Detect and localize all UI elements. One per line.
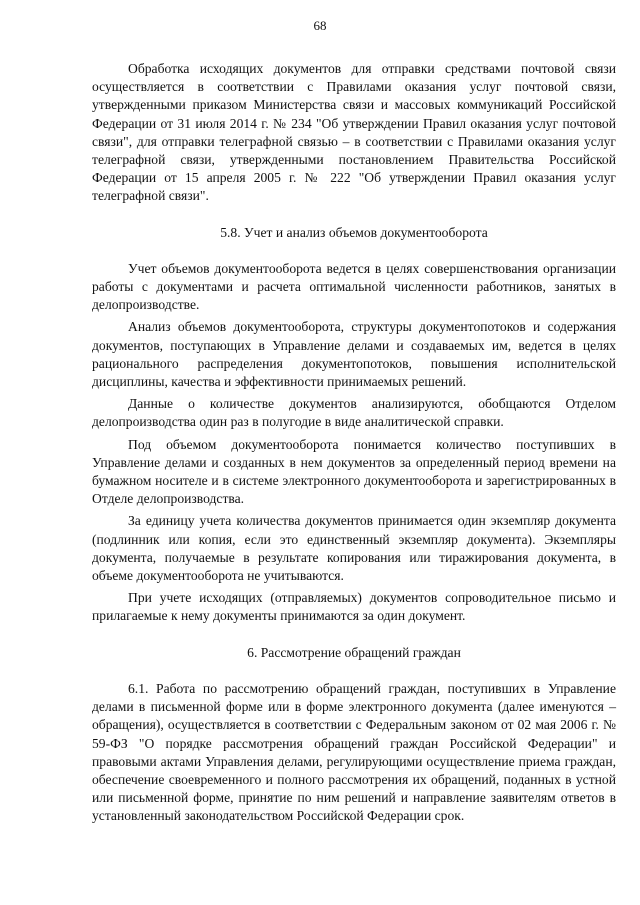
paragraph-document-flow-accounting: Учет объемов документооборота ведется в целях совершенствования организации работы с документами и расчета оптимальной численности работников, занятых в делопроизводстве. xyxy=(92,260,616,313)
section-heading-5-8: 5.8. Учет и анализ объемов документооборота xyxy=(220,224,488,240)
page-number: 68 xyxy=(313,18,327,33)
paragraph-unit-of-accounting: За единицу учета количества документов принимается один экземпляр документа (подлинник или копия, если это единственный экземпляр документа). Экземпляры документа, получаемые в результате копирования или тиражирования документа, в объеме документооборота не учитываются. xyxy=(92,513,616,584)
paragraph-document-flow-definition: Под объемом документооборота понимается количество поступивших в Управление делами и созданных в нем документов за определенный период времени на бумажном носителе и в системе электронного документооборота и зарегистрированных в Отделе делопроизводства. xyxy=(92,436,616,507)
paragraph-citizen-appeals-6-1: 6.1. Работа по рассмотрению обращений граждан, поступивших в Управление делами в письменной форме или в форме электронного документа (далее именуются – обращения), осуществляется в соответствии с Федеральным законом от 02 мая 2006 г. № 59-ФЗ "О порядке рассмотрения обращений граждан Российской Федерации" и правовыми актами Управления делами, регулирующими осуществление приема граждан, обеспечение своевременного и полного рассмотрения их обращений, поданных в устной или письменной форме, принятие по ним решений и направление заявителям ответов в установленный законодательством Российской Федерации срок. xyxy=(92,680,616,824)
paragraph-data-summary: Данные о количестве документов анализируются, обобщаются Отделом делопроизводства один раз в полугодие в виде аналитической справки. xyxy=(92,396,616,430)
section-heading-6: 6. Рассмотрение обращений граждан xyxy=(247,644,461,660)
paragraph-document-flow-analysis: Анализ объемов документооборота, структуры документопотоков и содержания документов, поступающих в Управление делами и создаваемых им, ведется в целях рационального распределения документопотоков, повышения исполнительской дисциплины, качества и эффективности принимаемых решений. xyxy=(92,319,616,390)
paragraph-outgoing-documents-counting: При учете исходящих (отправляемых) документов сопроводительное письмо и прилагаемые к нему документы принимаются за один документ. xyxy=(92,590,616,624)
paragraph-outgoing-mail-processing: Обработка исходящих документов для отправки средствами почтовой связи осуществляется в соответствии с Правилами оказания услуг почтовой связи, утвержденными приказом Министерства связи и массовых коммуникаций Российской Федерации от 31 июля 2014 г. № 234 "Об утверждении Правил оказания услуг почтовой связи", для отправки телеграфной связью – в соответствии с Правилами оказания услуг телеграфной связи, утвержденными постановлением Правительства Российской Федерации от 15 апреля 2005 г. № 222 "Об утверждении Правил оказания услуг телеграфной связи". xyxy=(92,61,616,204)
page-content xyxy=(92,60,616,826)
